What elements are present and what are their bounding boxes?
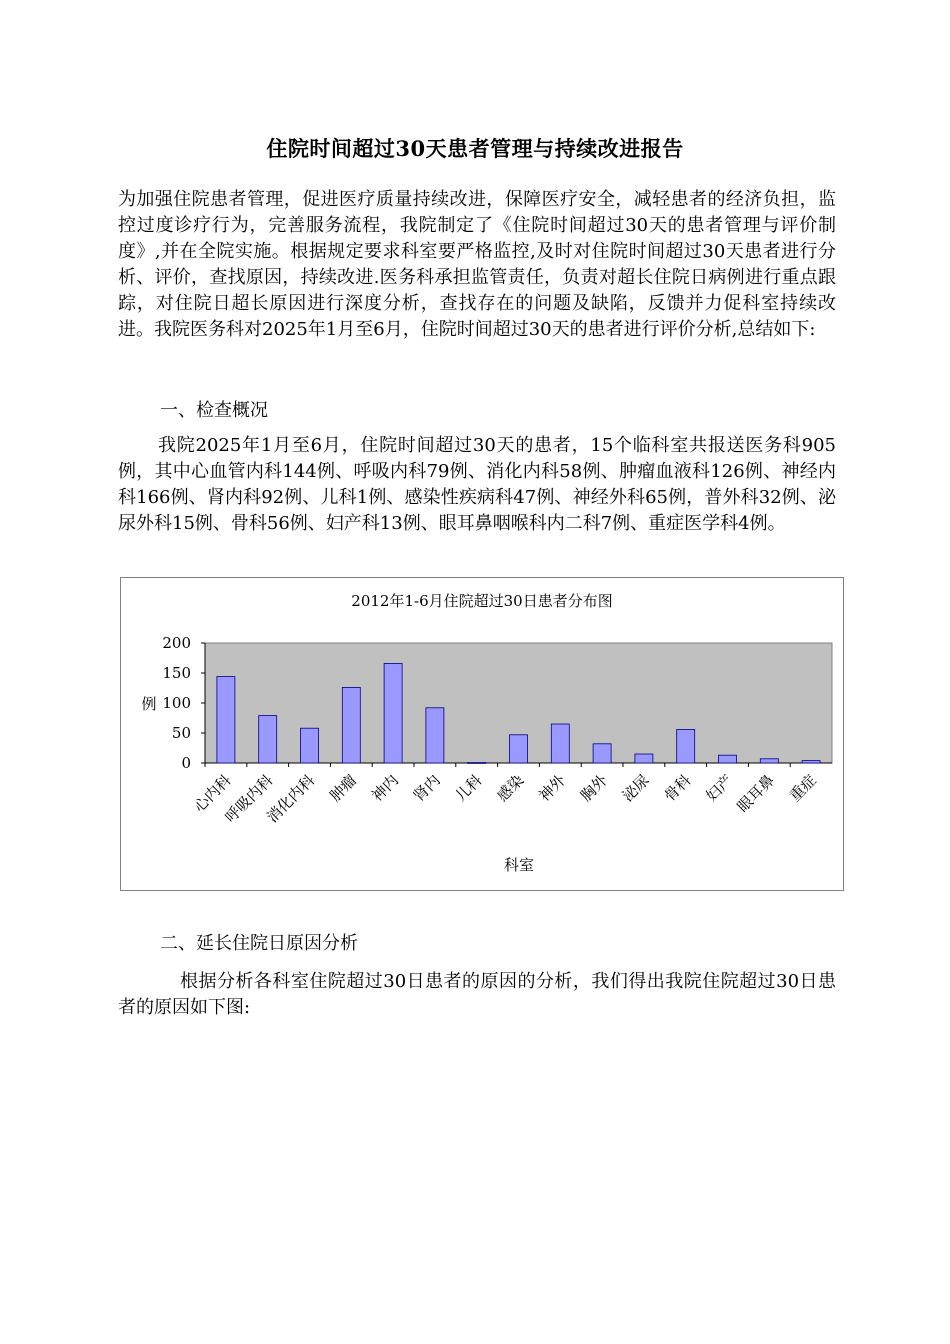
y-tick-label: 200 [162, 634, 191, 652]
chart-title: 2012年1-6月住院超过30日患者分布图 [351, 592, 613, 610]
bar-7 [510, 735, 528, 763]
page-title: 住院时间超过30天患者管理与持续改进报告 [266, 136, 684, 161]
y-axis-label: 例 [141, 695, 157, 713]
bar-chart-svg [121, 578, 843, 890]
bar-0 [217, 677, 235, 763]
x-tick-label: 感染 [493, 771, 528, 806]
x-tick-label: 胸外 [576, 771, 611, 806]
bar-8 [551, 724, 569, 763]
x-tick-label: 妇产 [702, 771, 737, 806]
bar-10 [635, 754, 653, 763]
overview-paragraph: 我院2025年1月至6月，住院时间超过30天的患者，15个临科室共报送医务科905例，其中心血管内科144例、呼吸内科79例、消化内科58例、肿瘤血液科126例、神经内科166例、肾内科92例、儿科1例、感染性疾病科47例、神经外科65例，普外科32例、泌尿外科15例、骨科56例、妇产科13例、眼耳鼻咽喉科内二科7例、重症医学科4例。 [118, 435, 836, 534]
bar-1 [259, 716, 277, 763]
y-tick-label: 150 [162, 664, 191, 682]
bar-5 [426, 708, 444, 763]
x-tick-label: 肿瘤 [326, 771, 361, 806]
x-tick-label: 呼吸内科 [221, 771, 277, 827]
x-tick-label: 心内科 [190, 771, 235, 816]
x-tick-label: 泌尿 [618, 771, 653, 806]
bar-6 [468, 762, 486, 763]
x-tick-label: 儿科 [451, 771, 486, 806]
bar-chart [120, 577, 844, 891]
section-heading-reasons: 二、延长住院日原因分析 [160, 933, 358, 954]
x-tick-label: 神内 [367, 771, 402, 806]
x-tick-label: 肾内 [409, 771, 444, 806]
x-tick-label: 骨科 [660, 771, 695, 806]
bar-3 [342, 687, 360, 763]
x-tick-label: 重症 [785, 771, 820, 806]
bar-9 [593, 744, 611, 763]
y-tick-label: 0 [181, 754, 191, 772]
bar-14 [802, 761, 820, 763]
section-heading-overview: 一、检查概况 [160, 400, 268, 421]
reasons-paragraph: 根据分析各科室住院超过30日患者的原因的分析，我们得出我院住院超过30日患者的原因如下图: [118, 971, 836, 1018]
x-axis-label: 科室 [503, 856, 535, 874]
intro-paragraph: 为加强住院患者管理，促进医疗质量持续改进，保障医疗安全，减轻患者的经济负担，监控过度诊疗行为，完善服务流程，我院制定了《住院时间超过30天的患者管理与评价制度》,并在全院实施。根据规定要求科室要严格监控,及时对住院时间超过30天患者进行分析、评价，查找原因，持续改进.医务科承担监管责任，负责对超长住院日病例进行重点跟踪，对住院日超长原因进行深度分析，查找存在的问题及缺陷，反馈并力促科室持续改进。我院医务科对2025年1月至6月，住院时间超过30天的患者进行评价分析,总结如下: [118, 189, 836, 340]
x-axis-labels [190, 763, 820, 826]
x-tick-label: 消化内科 [263, 771, 319, 827]
bar-4 [384, 663, 402, 763]
bar-13 [760, 759, 778, 763]
y-tick-label: 50 [171, 724, 191, 742]
bar-2 [301, 728, 319, 763]
x-tick-label: 神外 [535, 771, 570, 806]
bar-12 [719, 755, 737, 763]
bar-11 [677, 729, 695, 763]
x-tick-label: 眼耳鼻 [733, 771, 779, 816]
y-tick-label: 100 [162, 694, 191, 712]
